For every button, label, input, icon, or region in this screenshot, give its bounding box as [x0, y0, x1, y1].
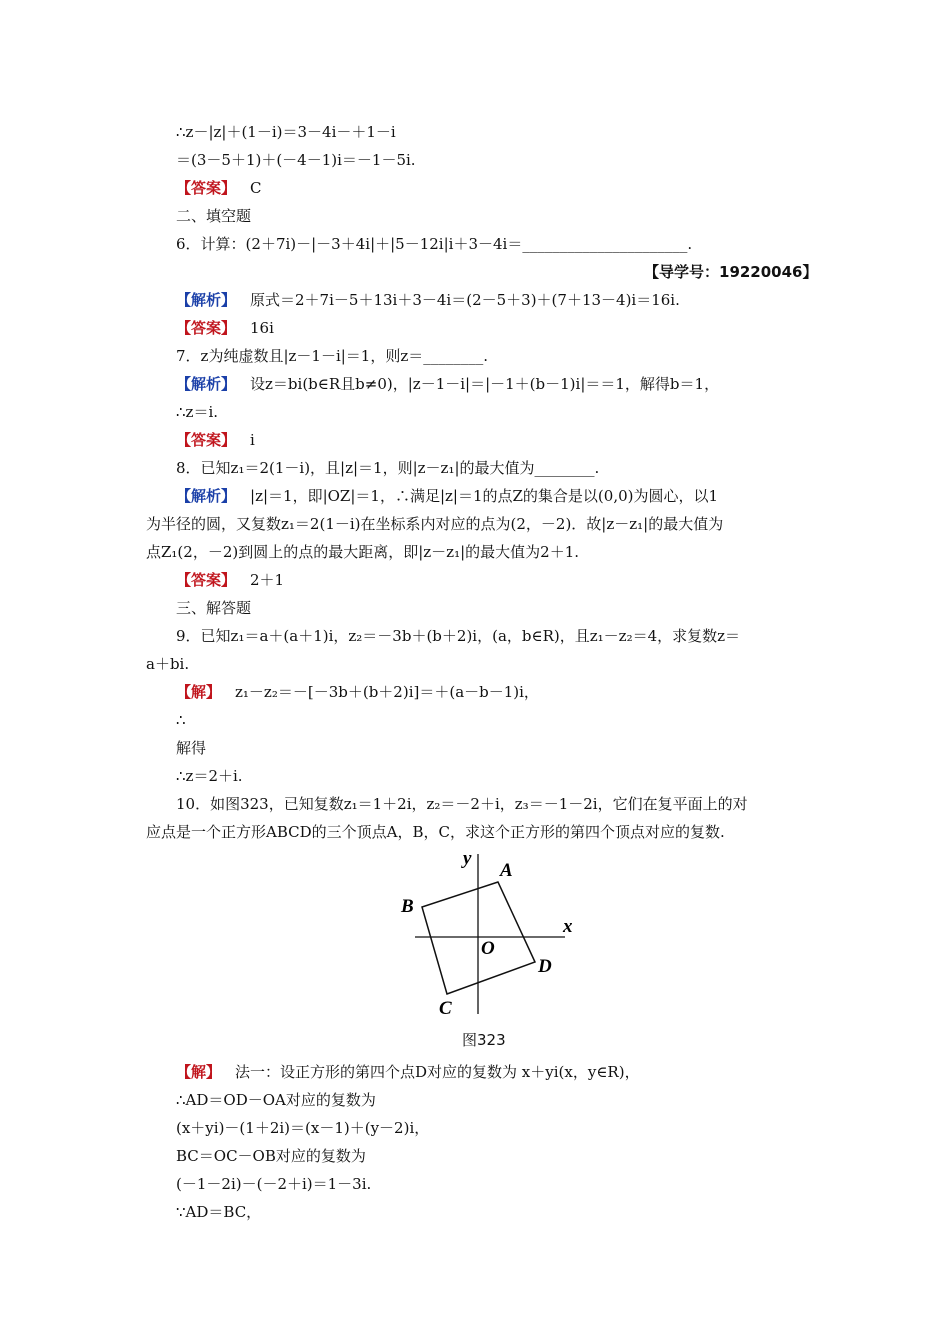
answer-tag: 【答案】 [176, 319, 237, 337]
figure-caption: 图323 [462, 1031, 506, 1049]
answer-value: 16i [250, 319, 274, 337]
solution-line: ＝(3－5＋1)＋(－4－1)i＝－1－5i. [176, 151, 416, 169]
answer-value: i [250, 431, 255, 449]
question-9: a＋bi. [146, 655, 190, 673]
section-heading: 三、解答题 [176, 599, 252, 617]
analysis-tag: 【解析】 [176, 487, 237, 505]
analysis-text: 设z＝bi(b∈R且b≠0)，|z－1－i|＝|－1＋(b－1)i|＝＝1，解得b＝1， [250, 375, 720, 393]
solution-text: ∵AD＝BC， [176, 1203, 262, 1221]
solution-text: 法一：设正方形的第四个点D对应的复数为 x＋yi(x，y∈R)， [235, 1063, 640, 1081]
label-y: y [463, 848, 472, 869]
analysis-text: |z|＝1，即|OZ|＝1，∴满足|z|＝1的点Z的集合是以(0,0)为圆心，以1 [250, 487, 719, 505]
analysis-row-6 [176, 290, 680, 310]
answer-tag: 【答案】 [176, 179, 237, 197]
question-6: 6．计算：(2＋7i)－|－3＋4i|＋|5－12i|i＋3－4i＝______________________. [176, 235, 693, 253]
answer-row-7 [176, 430, 255, 450]
question-9: 9．已知z₁＝a＋(a＋1)i，z₂＝－3b＋(b＋2)i，(a，b∈R)，且z₁－z₂＝4，求复数z＝ [176, 627, 741, 645]
answer-row-6 [176, 318, 274, 338]
guide-number: 【导学号：19220046】 [644, 263, 818, 281]
analysis-tag: 【解析】 [176, 375, 237, 393]
analysis-text: 点Z₁(2，－2)到圆上的点的最大距离，即|z－z₁|的最大值为2＋1. [146, 543, 580, 561]
answer-value: 2＋1 [250, 571, 285, 589]
analysis-row-8 [176, 486, 718, 506]
solution-text: 解得 [176, 739, 207, 757]
solution-text: BC＝OC－OB对应的复数为 [176, 1147, 366, 1165]
analysis-text: 原式＝2＋7i－5＋13i＋3－4i＝(2－5＋3)＋(7＋13－4)i＝16i. [250, 291, 680, 309]
solution-line: ∴z－|z|＋(1－i)＝3－4i－＋1－i [176, 123, 396, 141]
solution-text: ∴z＝2＋i. [176, 767, 243, 785]
question-8: 8．已知z₁＝2(1－i)，且|z|＝1，则|z－z₁|的最大值为________. [176, 459, 600, 477]
solution-text: ∴AD＝OD－OA对应的复数为 [176, 1091, 376, 1109]
label-c: C [439, 998, 452, 1019]
answer-value: C [250, 179, 262, 197]
analysis-text: ∴z＝i. [176, 403, 219, 421]
label-o: O [481, 938, 495, 959]
solution-row-10 [176, 1062, 640, 1082]
analysis-row-7 [176, 374, 719, 394]
label-x: x [563, 916, 573, 937]
solution-text: ∴ [176, 711, 186, 729]
answer-tag: 【答案】 [176, 571, 237, 589]
label-d: D [538, 956, 552, 977]
solution-text: z₁－z₂＝－[－3b＋(b＋2)i]＝＋(a－b－1)i， [235, 683, 539, 701]
question-10: 10．如图323，已知复数z₁＝1＋2i，z₂＝－2＋i，z₃＝－1－2i，它们在复平面上的对 [176, 795, 748, 813]
label-a: A [500, 860, 513, 881]
answer-row-5 [176, 178, 262, 198]
answer-row-8 [176, 570, 284, 590]
analysis-tag: 【解析】 [176, 291, 237, 309]
question-10: 应点是一个正方形ABCD的三个顶点A，B，C，求这个正方形的第四个顶点对应的复数. [146, 823, 725, 841]
solution-row-9 [176, 682, 539, 702]
section-heading: 二、填空题 [176, 207, 252, 225]
question-7: 7．z为纯虚数且|z－1－i|＝1，则z＝________. [176, 347, 489, 365]
solution-tag: 【解】 [176, 683, 222, 701]
label-b: B [401, 896, 414, 917]
analysis-text: 为半径的圆，又复数z₁＝2(1－i)在坐标系内对应的点为(2，－2)．故|z－z₁|的最大值为 [146, 515, 724, 533]
answer-tag: 【答案】 [176, 431, 237, 449]
square-figure [395, 842, 595, 1020]
solution-tag: 【解】 [176, 1063, 222, 1081]
solution-text: (－1－2i)－(－2＋i)＝1－3i. [176, 1175, 372, 1193]
solution-text: (x＋yi)－(1＋2i)＝(x－1)＋(y－2)i， [176, 1119, 430, 1137]
